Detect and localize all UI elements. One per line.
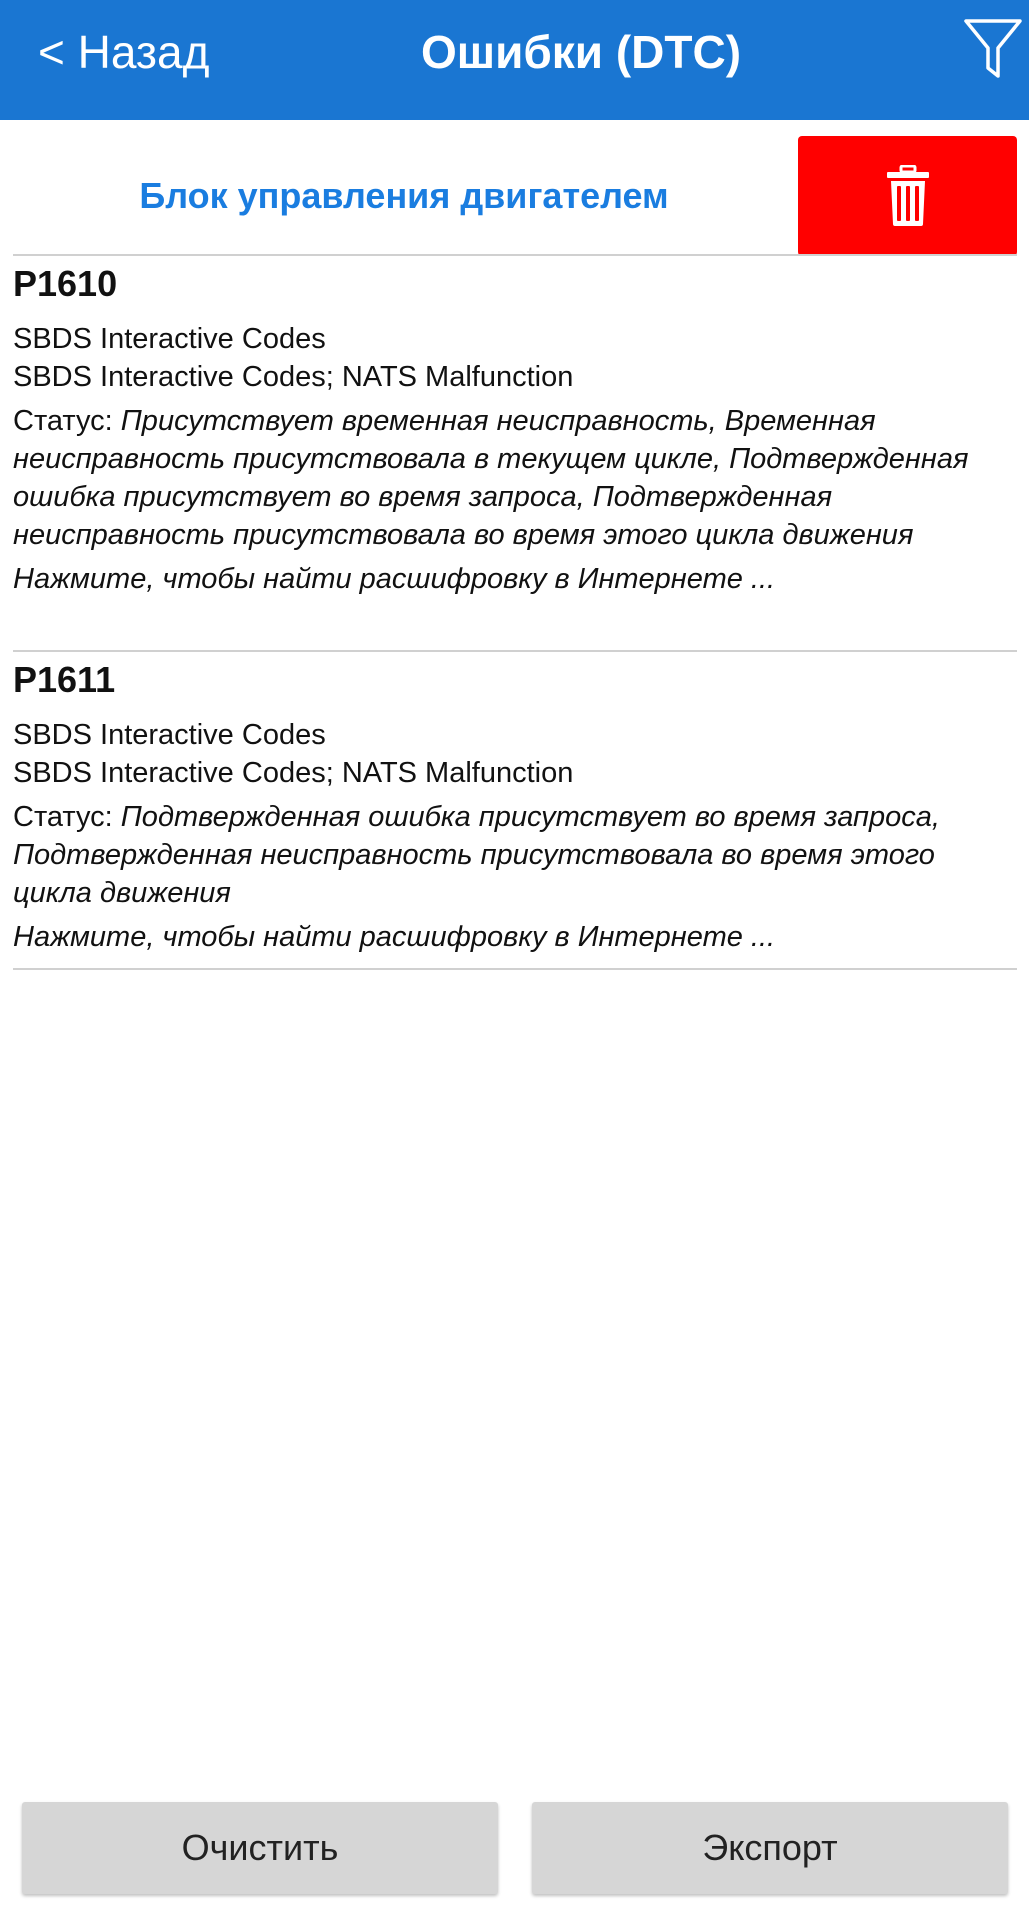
dtc-status: [13, 402, 1017, 554]
ecu-row: [0, 136, 1029, 256]
delete-button[interactable]: [798, 136, 1017, 256]
dtc-subdescription: SBDS Interactive Codes; NATS Malfunction: [13, 757, 574, 789]
page-title: Ошибки (DTC): [420, 26, 742, 78]
clear-button[interactable]: Очистить: [22, 1802, 498, 1894]
export-button[interactable]: Экспорт: [532, 1802, 1008, 1894]
filter-icon: [962, 16, 1024, 82]
lookup-online-link[interactable]: Нажмите, чтобы найти расшифровку в Интернете ...: [13, 563, 776, 595]
divider: [13, 254, 1017, 256]
status-value: Присутствует временная неисправность, Временная неисправность присутствовала в текущем цикле, Подтвержденная ошибка присутствует во время запроса, Подтвержденная неисправность присутствовала во время этого цикла движения: [13, 405, 969, 551]
dtc-code: P1610: [13, 263, 118, 304]
status-label: Статус:: [13, 801, 121, 833]
dtc-code: P1611: [13, 659, 116, 700]
filter-button[interactable]: [962, 16, 1024, 82]
dtc-description: SBDS Interactive Codes: [13, 323, 326, 355]
lookup-online-link[interactable]: Нажмите, чтобы найти расшифровку в Интернете ...: [13, 921, 776, 953]
trash-icon: [886, 165, 930, 227]
dtc-status: [13, 798, 1017, 912]
status-value: Подтвержденная ошибка присутствует во время запроса, Подтвержденная неисправность присутствовала во время этого цикла движения: [13, 801, 940, 909]
dtc-item[interactable]: [13, 262, 1017, 598]
dtc-description: SBDS Interactive Codes: [13, 719, 326, 751]
dtc-item[interactable]: [13, 658, 1017, 956]
back-button[interactable]: < Назад: [38, 26, 210, 78]
divider: [13, 968, 1017, 970]
app-header: [0, 0, 1029, 120]
ecu-name[interactable]: Блок управления двигателем: [139, 175, 669, 216]
status-label: Статус:: [13, 405, 121, 437]
divider: [13, 650, 1017, 652]
dtc-subdescription: SBDS Interactive Codes; NATS Malfunction: [13, 361, 574, 393]
